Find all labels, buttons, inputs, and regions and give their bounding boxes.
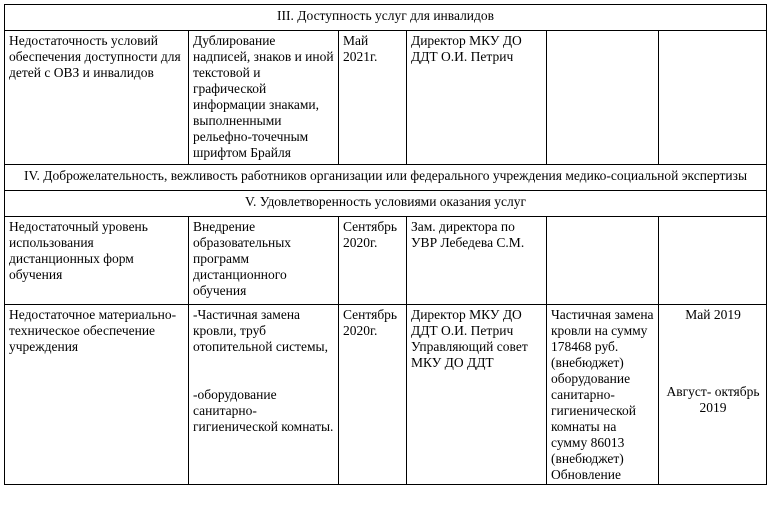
problem-cell: Недостаточный уровень использования дистанционных форм обучения: [5, 217, 189, 305]
problem-cell: Недостаточность условий обеспечения доступности для детей с ОВЗ и инвалидов: [5, 31, 189, 165]
deadline-cell: Сентябрь 2020г.: [339, 305, 407, 485]
responsible-cell: Директор МКУ ДО ДДТ О.И. Петрич Управляющий совет МКУ ДО ДДТ: [407, 305, 547, 485]
actual-date-cell: [659, 305, 767, 485]
improvement-plan-table: [4, 4, 767, 485]
responsible-cell: Директор МКУ ДО ДДТ О.И. Петрич: [407, 31, 547, 165]
result-cell: [547, 217, 659, 305]
actual-date-cell: [659, 217, 767, 305]
table-row: [5, 31, 767, 165]
section-heading-courtesy: IV. Доброжелательность, вежливость работников организации или федерального учреждения медико-социальной экспертизы: [5, 165, 767, 191]
table-row: [5, 217, 767, 305]
actual-date-2: Август- октябрь 2019: [666, 384, 760, 415]
measure-cell: Внедрение образовательных программ дистанционного обучения: [189, 217, 339, 305]
measure-cell: -Частичная замена кровли, труб отопительной системы, -оборудование санитарно-гигиенической комнаты.: [189, 305, 339, 485]
table-row: [5, 305, 767, 485]
section-heading-accessibility: III. Доступность услуг для инвалидов: [5, 5, 767, 31]
result-cell: [547, 31, 659, 165]
actual-date-1: Май 2019: [685, 307, 741, 322]
deadline-cell: Сентябрь 2020г.: [339, 217, 407, 305]
responsible-cell: Зам. директора по УВР Лебедева С.М.: [407, 217, 547, 305]
deadline-cell: Май 2021г.: [339, 31, 407, 165]
result-cell: Частичная замена кровли на сумму 178468 руб. (внебюджет) оборудование санитарно-гигиенической комнаты на сумму 86013 (внебюджет) Обновление: [547, 305, 659, 485]
actual-date-cell: [659, 31, 767, 165]
section-heading-satisfaction: V. Удовлетворенность условиями оказания услуг: [5, 191, 767, 217]
problem-cell: Недостаточное материально-техническое обеспечение учреждения: [5, 305, 189, 485]
measure-cell: Дублирование надписей, знаков и иной текстовой и графической информации знаками, выполненными рельефно-точечным шрифтом Брайля: [189, 31, 339, 165]
